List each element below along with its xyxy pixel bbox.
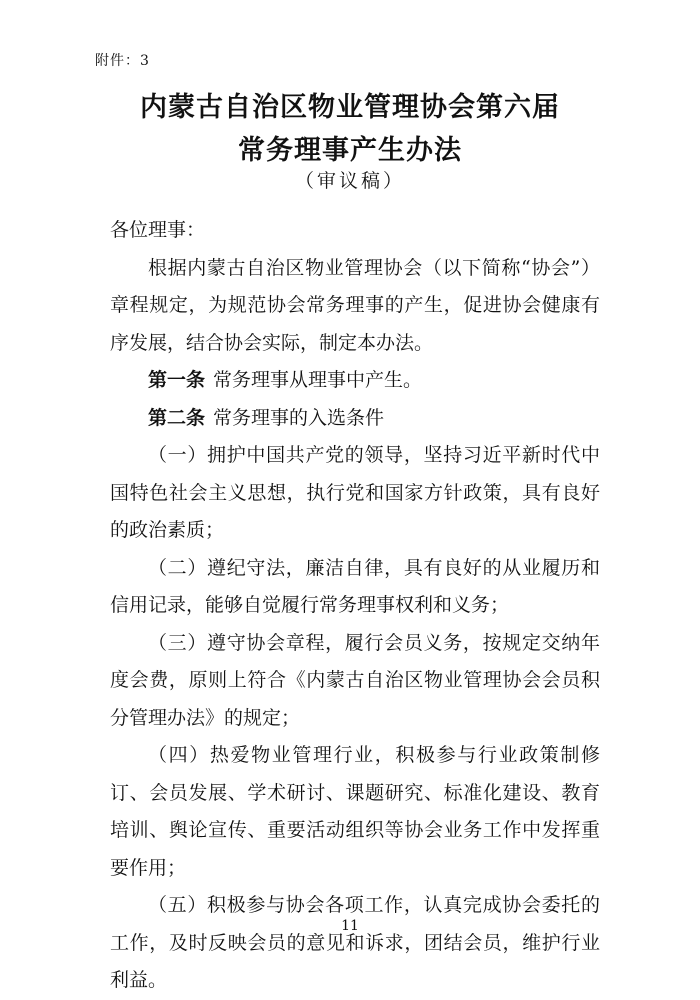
article-1 — [110, 362, 600, 400]
draft-note: （审议稿） — [294, 170, 405, 192]
condition-item-2: （二）遵纪守法，廉洁自律，具有良好的从业履历和信用记录，能够自觉履行常务理事权利和义务； — [110, 556, 600, 616]
document-body — [110, 212, 600, 1000]
page-number: 11 — [341, 918, 359, 934]
article-1-text: 常务理事从理事中产生。 — [213, 369, 423, 391]
intro-paragraph: 根据内蒙古自治区物业管理协会（以下简称“协会”）章程规定，为规范协会常务理事的产生，促进协会健康有序发展，结合协会实际，制定本办法。 — [110, 256, 600, 354]
salutation: 各位理事： — [110, 219, 206, 241]
article-2-text: 常务理事的入选条件 — [213, 406, 385, 429]
attachment-label: 附件：3 — [95, 53, 150, 69]
article-2-label: 第二条 — [148, 406, 206, 429]
condition-item-4: （四）热爱物业管理行业，积极参与行业政策制修订、会员发展、学术研讨、课题研究、标准化建设、教育培训、舆论宣传、重要活动组织等协会业务工作中发挥重要作用； — [110, 744, 600, 879]
document-title-line-1: 内蒙古自治区物业管理协会第六届 — [140, 92, 560, 123]
condition-item-3: （三）遵守协会章程，履行会员义务，按规定交纳年度会费，原则上符合《内蒙古自治区物业管理协会会员积分管理办法》的规定； — [110, 631, 600, 729]
document-title-line-2: 常务理事产生办法 — [238, 135, 462, 166]
article-2 — [110, 400, 600, 438]
condition-item-1: （一）拥护中国共产党的领导，坚持习近平新时代中国特色社会主义思想，执行党和国家方针政策，具有良好的政治素质； — [110, 444, 600, 541]
article-1-label: 第一条 — [148, 369, 206, 391]
condition-item-5: （五）积极参与协会各项工作，认真完成协会委托的工作，及时反映会员的意见和诉求，团结会员，维护行业利益。 — [110, 894, 600, 991]
